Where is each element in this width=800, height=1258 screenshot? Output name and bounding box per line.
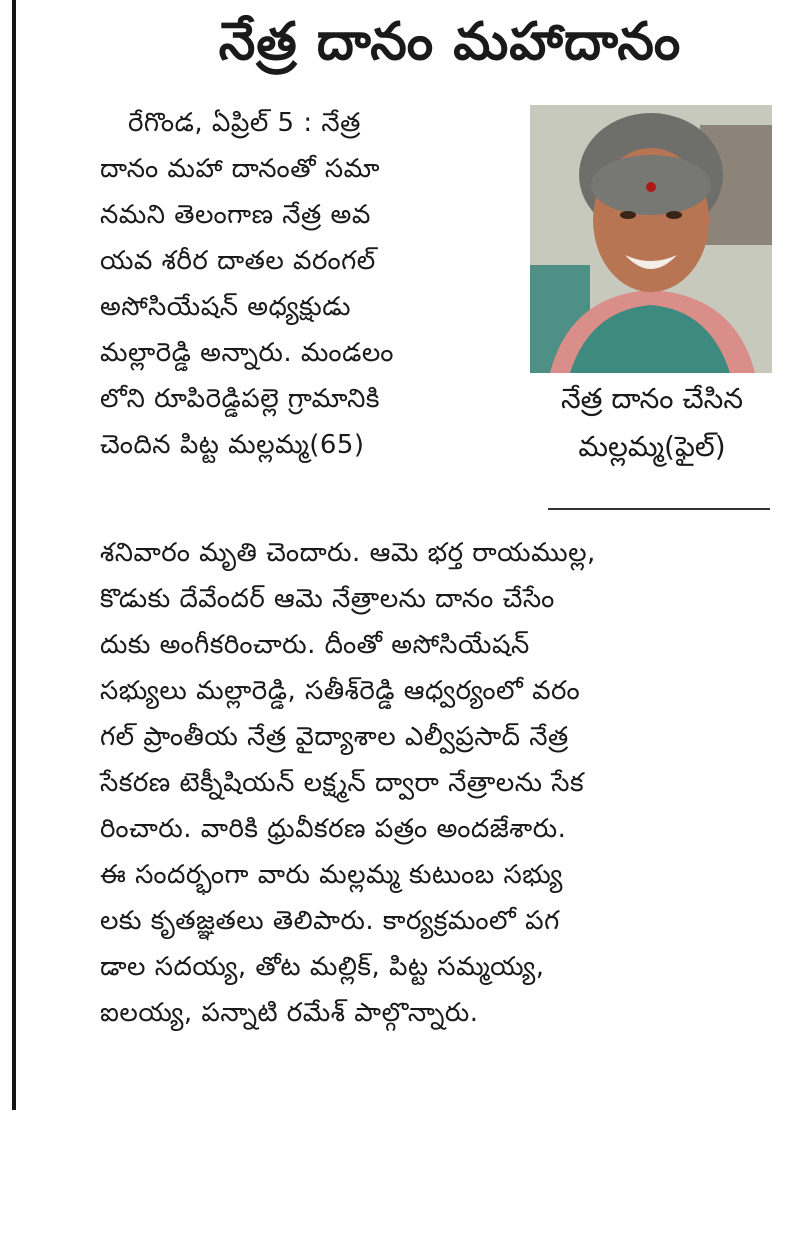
text-line: లకు కృతజ్ఞతలు తెలిపారు. కార్యక్రమంలో పగ [100, 906, 560, 936]
text-line: లోని రూపిరెడ్డిపల్లె గ్రామానికి [100, 384, 380, 414]
text-line: మల్లారెడ్డి అన్నారు. మండలం [100, 338, 394, 368]
text-line: రించారు. వారికి ధ్రువీకరణ పత్రం అందజేశారు. [100, 814, 567, 844]
column-border [12, 0, 16, 1110]
caption-divider [548, 508, 770, 510]
caption-line-2: మల్లమ్మ(ఫైల్) [578, 430, 726, 463]
text-line: కొడుకు దేవేందర్ ఆమె నేత్రాలను దానం చేసేం [100, 584, 555, 614]
text-line: రేగొండ, ఏప్రిల్ 5 : నేత్ర [128, 108, 361, 138]
portrait-illustration [530, 105, 772, 373]
text-line: ఐలయ్య, పన్నాటి రమేశ్ పాల్గొన్నారు. [100, 998, 479, 1028]
text-line: డాల సదయ్య, తోట మల్లిక్, పిట్ట సమ్మయ్య, [100, 952, 545, 982]
text-line: దుకు అంగీకరించారు. దీంతో అసోసియేషన్ [100, 630, 530, 660]
text-line: ఈ సందర్భంగా వారు మల్లమ్మ కుటుంబ సభ్యు [100, 860, 563, 890]
text-line: నమని తెలంగాణ నేత్ర అవ [100, 200, 371, 230]
text-line: సభ్యులు మల్లారెడ్డి, సతీశ్‌రెడ్డి ఆధ్వర్యంలో వరం [100, 676, 581, 706]
caption-line-1: నేత్ర దానం చేసిన [561, 382, 743, 415]
text-line: సేకరణ టెక్నీషియన్ లక్ష్మన్ ద్వారా నేత్రాలను సేక [100, 768, 585, 798]
text-line: శనివారం మృతి చెందారు. ఆమె భర్త రాయముల్ల, [100, 538, 596, 568]
text-line: చెందిన పిట్ట మల్లమ్మ(65) [100, 430, 365, 460]
photo-caption [532, 375, 772, 471]
text-line: యవ శరీర దాతల వరంగల్ [100, 246, 376, 276]
text-line: దానం మహా దానంతో సమా [100, 154, 380, 184]
text-line: అసోసియేషన్ అధ్యక్షుడు [100, 292, 351, 322]
portrait-photo [530, 105, 772, 373]
text-line: గల్ ప్రాంతీయ నేత్ర వైద్యాశాల ఎల్వీప్రసాద్ నేత్ర [100, 722, 569, 752]
headline: నేత్ర దానం మహాదానం [218, 12, 682, 72]
